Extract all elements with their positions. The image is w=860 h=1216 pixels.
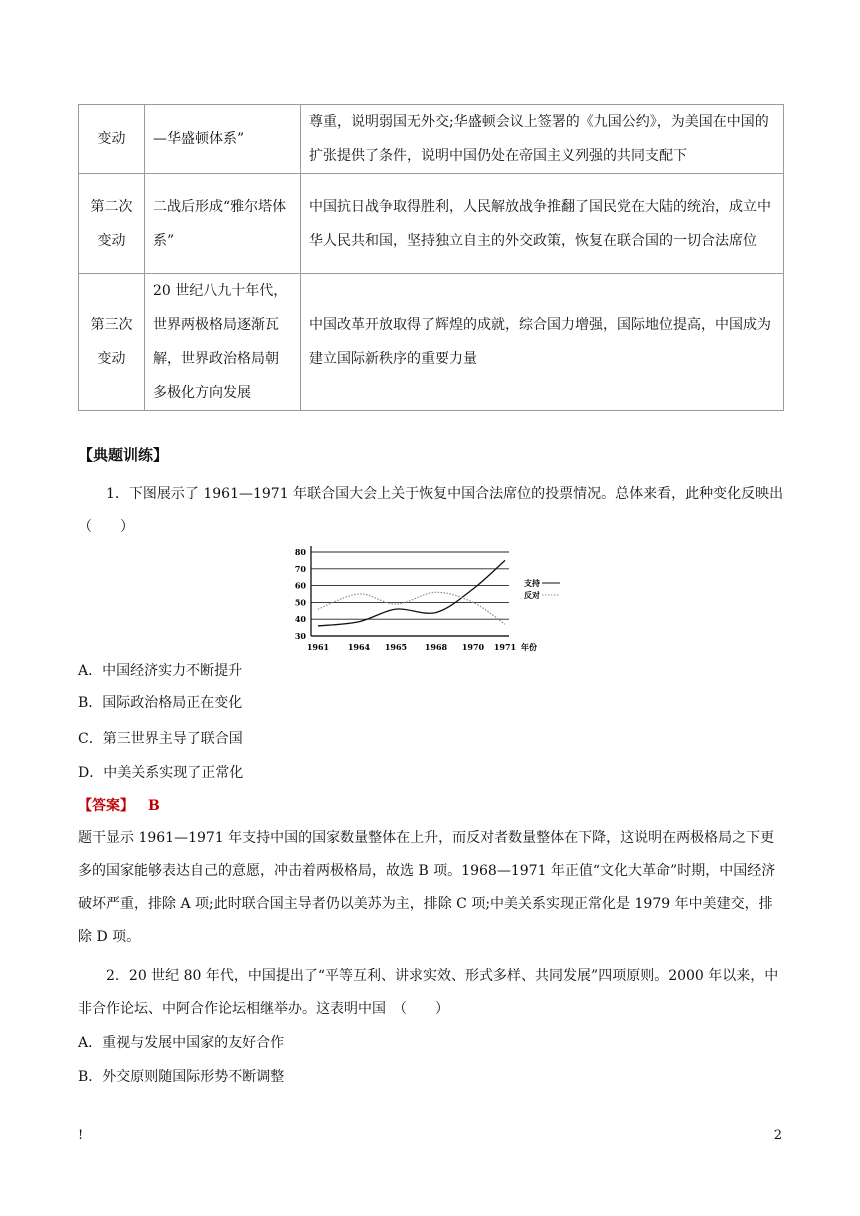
x-tick-label: 1970	[461, 642, 485, 652]
question-2-option-b: B．外交原则随国际形势不断调整	[78, 1069, 285, 1085]
footer-mark: !	[78, 1128, 84, 1143]
table-cell-status: 中国改革开放取得了辉煌的成就，综合国力增强，国际地位提高，中国成为建立国际新秩序的重要力量	[301, 274, 784, 411]
question-1-option-b: B．国际政治格局正在变化	[78, 695, 243, 711]
x-axis-unit: 年份	[521, 642, 537, 652]
table-cell-system: 二战后形成“雅尔塔体系”	[145, 174, 301, 274]
table-row	[79, 174, 784, 274]
question-1-stem: 1．下图展示了 1961—1971 年联合国大会上关于恢复中国合法席位的投票情况。总体来看，此种变化反映出（ ）	[78, 486, 784, 535]
table-cell-period: 变动	[79, 105, 145, 174]
answer-value: B	[148, 798, 160, 814]
x-tick-label: 1971	[493, 642, 517, 652]
table-cell-system: —华盛顿体系”	[145, 105, 301, 174]
y-tick-label: 80	[294, 547, 306, 557]
legend-label: 反对	[524, 590, 540, 600]
x-tick-label: 1965	[384, 642, 408, 652]
x-tick-label: 1961	[306, 642, 330, 652]
table-cell-status: 尊重，说明弱国无外交;华盛顿会议上签署的《九国公约》，为美国在中国的扩张提供了条件，说明中国仍处在帝国主义列强的共同支配下	[301, 105, 784, 174]
comparison-table	[78, 104, 784, 411]
x-tick-label: 1968	[424, 642, 448, 652]
table-cell-status: 中国抗日战争取得胜利，人民解放战争推翻了国民党在大陆的统治，成立中华人民共和国，坚持独立自主的外交政策，恢复在联合国的一切合法席位	[301, 174, 784, 274]
y-tick-label: 30	[294, 631, 306, 641]
table-cell-period: 第二次变动	[79, 174, 145, 274]
question-1-option-a: A．中国经济实力不断提升	[78, 663, 243, 679]
answer-line	[78, 795, 160, 815]
y-tick-label: 40	[294, 614, 306, 625]
section-title: 【典题训练】	[78, 446, 169, 464]
page-number: 2	[773, 1128, 782, 1143]
y-tick-label: 50	[294, 597, 306, 608]
legend-label: 支持	[524, 578, 540, 588]
question-1-option-d: D．中美关系实现了正常化	[78, 765, 244, 781]
question-1-option-c: C．第三世界主导了联合国	[78, 731, 243, 747]
table-row	[79, 274, 784, 411]
y-tick-label: 60	[294, 580, 306, 591]
question-2-option-a: A．重视与发展中国家的友好合作	[78, 1035, 285, 1051]
x-tick-label: 1964	[347, 642, 371, 652]
question-2-stem: 2．20 世纪 80 年代，中国提出了“平等互利、讲求实效、形式多样、共同发展”四项原则。2000 年以来，中非合作论坛、中阿合作论坛相继举办。这表明中国 （ ）	[78, 968, 779, 1017]
table-cell-period: 第三次变动	[79, 274, 145, 411]
table-cell-system: 20 世纪八九十年代，世界两极格局逐渐瓦解，世界政治格局朝多极化方向发展	[145, 274, 301, 411]
table-row	[79, 105, 784, 174]
y-tick-label: 70	[294, 563, 306, 574]
answer-label: 【答案】	[78, 798, 134, 814]
series-line-support	[318, 560, 505, 626]
voting-line-chart	[283, 543, 563, 655]
question-1-explanation: 题干显示 1961—1971 年支持中国的国家数量整体在上升，而反对者数量整体在下降，这说明在两极格局之下更多的国家能够表达自己的意愿，冲击着两极格局，故选 B 项。1968—1971 年正值“文化大革命”时期，中国经济破坏严重，排除 A 项;此时联合国主导者仍以美苏为主，排除 C 项;中美关系实现正常化是 1979 年中美建交，排除 D 项。	[78, 830, 776, 945]
